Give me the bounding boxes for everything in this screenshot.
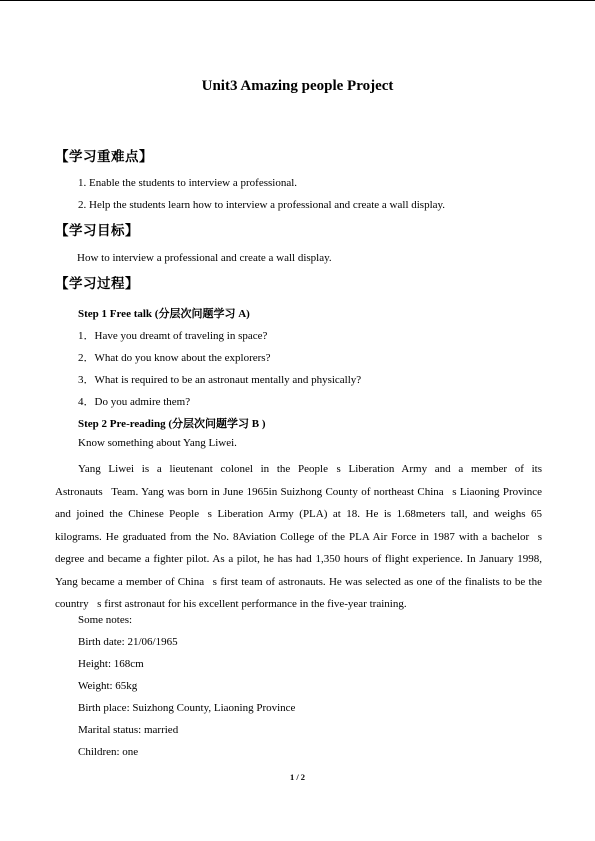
note-item: Birth date: 21/06/1965 xyxy=(78,636,178,648)
section-heading-objectives: 【学习目标】 xyxy=(55,223,139,239)
step2-title: Step 2 Pre-reading (分层次问题学习 B ) xyxy=(78,418,266,430)
section-heading-key-points: 【学习重难点】 xyxy=(55,149,153,165)
yang-liwei-paragraph: Yang Liwei is a lieutenant colonel in the People s Liberation Army and a member of its Astronauts Team. Yang was born in June 1965in Suizhong County of northeast China s Liaoning Province and joined the Chinese People s Liberation Army (PLA) at 18. He is 1.68meters tall, and weighs 65 kilograms. He graduated from the No. 8Aviation College of the PLA Air Force in 1987 with a bachelor s degree and became a fighter pilot. As a pilot, he has had 1,350 hours of flight experience. In January 1998, Yang became a member of China s first team of astronauts. He was selected as one of the finalists to be the country s first astronaut for his excellent performance in the five-year training. xyxy=(55,463,542,610)
key-point-item: 2. Help the students learn how to interview a professional and create a wall display. xyxy=(78,199,446,211)
note-item: Children: one xyxy=(78,746,139,758)
step2-intro: Know something about Yang Liwei. xyxy=(78,437,237,449)
question-item: 1．Have you dreamt of traveling in space? xyxy=(78,330,268,342)
note-item: Weight: 65kg xyxy=(78,680,138,692)
step1-title: Step 1 Free talk (分层次问题学习 A) xyxy=(78,308,250,320)
note-item: Birth place: Suizhong County, Liaoning Province xyxy=(78,702,296,714)
question-item: 4．Do you admire them? xyxy=(78,396,191,408)
page-number: 1 / 2 xyxy=(289,772,306,782)
note-item: Height: 168cm xyxy=(78,658,144,670)
question-item: 2．What do you know about the explorers? xyxy=(78,352,271,364)
key-point-item: 1. Enable the students to interview a professional. xyxy=(78,177,298,189)
question-item: 3．What is required to be an astronaut mentally and physically? xyxy=(78,374,362,386)
section-heading-process: 【学习过程】 xyxy=(55,276,139,292)
page-title: Unit3 Amazing people Project xyxy=(201,78,394,94)
objective-text: How to interview a professional and create a wall display. xyxy=(77,252,332,264)
note-item: Some notes: xyxy=(78,614,133,626)
note-item: Marital status: married xyxy=(78,724,179,736)
